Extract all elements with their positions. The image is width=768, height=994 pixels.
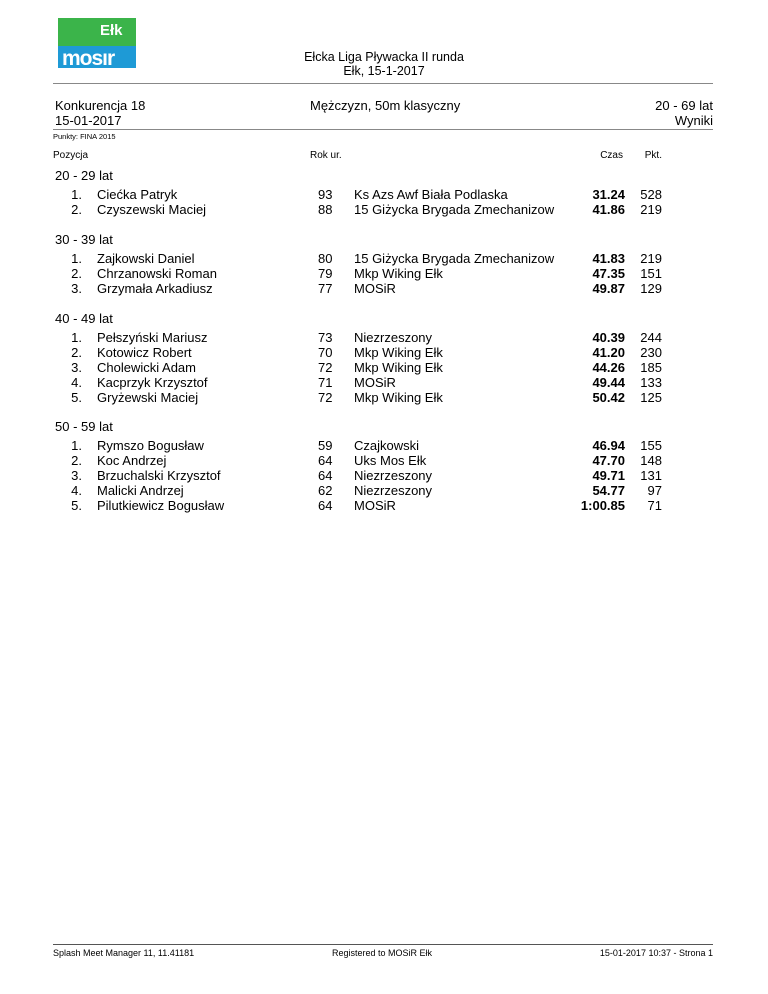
swimmer-name: Pilutkiewicz Bogusław — [97, 498, 225, 513]
result-place: 3. — [71, 360, 82, 375]
result-row — [0, 345, 768, 360]
birth-year: 72 — [318, 360, 333, 375]
col-header-points: Pkt. — [644, 150, 662, 161]
result-place: 1. — [71, 330, 82, 345]
birth-year: 64 — [318, 498, 333, 513]
birth-year: 88 — [318, 202, 333, 217]
result-place: 3. — [71, 281, 82, 296]
result-time: 54.77 — [592, 483, 625, 498]
result-time: 41.20 — [592, 345, 625, 360]
swimmer-name: Rymszo Bogusław — [97, 438, 204, 453]
result-points: 97 — [647, 483, 662, 498]
event-age-range: 20 - 69 lat — [655, 98, 713, 113]
result-place: 5. — [71, 390, 82, 405]
result-row — [0, 468, 768, 483]
result-row — [0, 330, 768, 345]
event-number: Konkurencja 18 — [55, 98, 146, 113]
club-name: Niezrzeszony — [354, 483, 433, 498]
club-name: MOSiR — [354, 498, 396, 513]
swimmer-name: Brzuchalski Krzysztof — [97, 468, 221, 483]
birth-year: 73 — [318, 330, 333, 345]
club-name: Czajkowski — [354, 438, 420, 453]
club-name: 15 Giżycka Brygada Zmechanizow — [354, 251, 555, 266]
birth-year: 77 — [318, 281, 333, 296]
result-points: 131 — [640, 468, 662, 483]
result-time: 47.70 — [592, 453, 625, 468]
result-points: 244 — [640, 330, 662, 345]
swimmer-name: Zajkowski Daniel — [97, 251, 195, 266]
birth-year: 93 — [318, 187, 333, 202]
birth-year: 59 — [318, 438, 333, 453]
result-row — [0, 483, 768, 498]
result-place: 1. — [71, 187, 82, 202]
result-place: 2. — [71, 266, 82, 281]
result-time: 31.24 — [592, 187, 625, 202]
result-time: 41.86 — [592, 202, 625, 217]
birth-year: 62 — [318, 483, 333, 498]
result-time: 41.83 — [592, 251, 625, 266]
age-group-title: 40 - 49 lat — [55, 311, 113, 326]
club-name: Niezrzeszony — [354, 468, 433, 483]
footer-software: Splash Meet Manager 11, 11.41181 — [53, 948, 195, 958]
result-place: 4. — [71, 375, 82, 390]
swimmer-name: Koc Andrzej — [97, 453, 167, 468]
swimmer-name: Grzymała Arkadiusz — [97, 281, 213, 296]
header-divider — [53, 83, 713, 84]
meet-subtitle: Ełk, 15-1-2017 — [343, 64, 425, 78]
birth-year: 80 — [318, 251, 333, 266]
result-row — [0, 438, 768, 453]
result-points: 155 — [640, 438, 662, 453]
event-date: 15-01-2017 — [55, 113, 122, 128]
result-row — [0, 360, 768, 375]
result-place: 3. — [71, 468, 82, 483]
col-header-year: Rok ur. — [310, 150, 342, 161]
footer-registered: Registered to MOSiR Ełk — [332, 948, 433, 958]
points-note: Punkty: FINA 2015 — [53, 132, 116, 141]
club-name: Ks Azs Awf Biała Podlaska — [354, 187, 508, 202]
result-time: 40.39 — [592, 330, 625, 345]
result-time: 49.71 — [592, 468, 625, 483]
result-row — [0, 281, 768, 296]
result-row — [0, 266, 768, 281]
result-points: 129 — [640, 281, 662, 296]
birth-year: 70 — [318, 345, 333, 360]
result-place: 2. — [71, 345, 82, 360]
result-row — [0, 453, 768, 468]
result-place: 2. — [71, 202, 82, 217]
footer-divider — [53, 944, 713, 945]
result-row — [0, 187, 768, 202]
result-points: 219 — [640, 202, 662, 217]
age-group-title: 30 - 39 lat — [55, 232, 113, 247]
event-name: Mężczyzn, 50m klasyczny — [310, 98, 461, 113]
svg-text:Ełk: Ełk — [100, 22, 123, 39]
result-points: 133 — [640, 375, 662, 390]
club-name: 15 Giżycka Brygada Zmechanizow — [354, 202, 555, 217]
result-row — [0, 375, 768, 390]
result-points: 528 — [640, 187, 662, 202]
club-name: MOSiR — [354, 281, 396, 296]
result-place: 1. — [71, 438, 82, 453]
result-time: 44.26 — [592, 360, 625, 375]
birth-year: 71 — [318, 375, 333, 390]
result-place: 5. — [71, 498, 82, 513]
swimmer-name: Ciećka Patryk — [97, 187, 178, 202]
result-time: 50.42 — [592, 390, 625, 405]
club-name: Mkp Wiking Ełk — [354, 266, 443, 281]
swimmer-name: Cholewicki Adam — [97, 360, 196, 375]
result-points: 185 — [640, 360, 662, 375]
result-row — [0, 251, 768, 266]
swimmer-name: Czyszewski Maciej — [97, 202, 207, 217]
swimmer-name: Malicki Andrzej — [97, 483, 184, 498]
club-name: Niezrzeszony — [354, 330, 433, 345]
swimmer-name: Chrzanowski Roman — [97, 266, 217, 281]
col-header-position: Pozycja — [53, 150, 89, 161]
col-header-time: Czas — [600, 150, 623, 161]
footer-page: 15-01-2017 10:37 - Strona 1 — [599, 948, 713, 958]
swimmer-name: Kotowicz Robert — [97, 345, 192, 360]
result-points: 125 — [640, 390, 662, 405]
birth-year: 72 — [318, 390, 333, 405]
age-group-title: 20 - 29 lat — [55, 168, 113, 183]
birth-year: 64 — [318, 453, 333, 468]
result-points: 148 — [640, 453, 662, 468]
age-group-title: 50 - 59 lat — [55, 419, 113, 434]
result-points: 71 — [647, 498, 662, 513]
meet-title: Ełcka Liga Pływacka II runda — [304, 50, 464, 64]
result-row — [0, 498, 768, 513]
result-time: 1:00.85 — [580, 498, 625, 513]
swimmer-name: Kacprzyk Krzysztof — [97, 375, 208, 390]
swimmer-name: Pełszyński Mariusz — [97, 330, 208, 345]
birth-year: 64 — [318, 468, 333, 483]
swimmer-name: Gryżewski Maciej — [97, 390, 199, 405]
result-place: 2. — [71, 453, 82, 468]
results-label: Wyniki — [674, 113, 713, 128]
result-place: 1. — [71, 251, 82, 266]
result-time: 47.35 — [592, 266, 625, 281]
result-points: 230 — [640, 345, 662, 360]
result-points: 151 — [640, 266, 662, 281]
event-divider — [53, 129, 713, 130]
result-points: 219 — [640, 251, 662, 266]
club-name: Mkp Wiking Ełk — [354, 345, 443, 360]
svg-text:mosır: mosır — [62, 47, 115, 68]
result-row — [0, 202, 768, 217]
birth-year: 79 — [318, 266, 333, 281]
result-time: 46.94 — [592, 438, 625, 453]
result-place: 4. — [71, 483, 82, 498]
club-name: Mkp Wiking Ełk — [354, 390, 443, 405]
result-time: 49.87 — [592, 281, 625, 296]
club-name: MOSiR — [354, 375, 396, 390]
result-time: 49.44 — [592, 375, 625, 390]
result-row — [0, 390, 768, 405]
club-name: Uks Mos Ełk — [354, 453, 427, 468]
club-name: Mkp Wiking Ełk — [354, 360, 443, 375]
